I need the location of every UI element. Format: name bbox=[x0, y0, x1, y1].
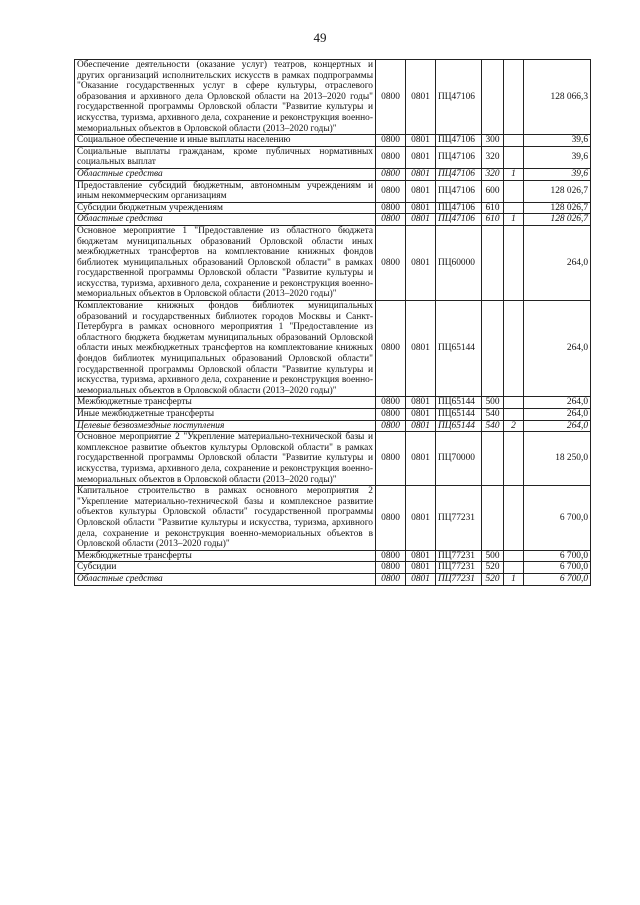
subsection-code-cell: 0801 bbox=[406, 562, 436, 574]
target-article-cell: ПЦ47106 bbox=[436, 214, 482, 226]
section-code-cell: 0800 bbox=[376, 225, 406, 300]
amount-cell: 6 700,0 bbox=[524, 550, 591, 562]
amount-cell: 18 250,0 bbox=[524, 432, 591, 486]
target-article-cell: ПЦ47106 bbox=[436, 202, 482, 214]
table-row bbox=[75, 60, 591, 135]
table-row bbox=[75, 135, 591, 147]
expense-type-cell: 500 bbox=[482, 397, 504, 409]
expense-type-cell: 540 bbox=[482, 409, 504, 421]
amount-cell: 6 700,0 bbox=[524, 486, 591, 551]
expense-type-cell: 320 bbox=[482, 146, 504, 168]
subsection-code-cell: 0801 bbox=[406, 146, 436, 168]
expense-type-cell bbox=[482, 225, 504, 300]
section-code-cell: 0800 bbox=[376, 180, 406, 202]
amount-cell: 128 026,7 bbox=[524, 214, 591, 226]
item-name-cell: Социальное обеспечение и иные выплаты населению bbox=[75, 135, 376, 147]
amount-cell: 264,0 bbox=[524, 301, 591, 397]
subsection-code-cell: 0801 bbox=[406, 60, 436, 135]
item-name-cell: Субсидии бюджетным учреждениям bbox=[75, 202, 376, 214]
table-row bbox=[75, 573, 591, 585]
target-article-cell: ПЦ65144 bbox=[436, 409, 482, 421]
section-code-cell: 0800 bbox=[376, 214, 406, 226]
expense-type-cell: 540 bbox=[482, 420, 504, 432]
funding-source-cell: 2 bbox=[504, 420, 524, 432]
section-code-cell: 0800 bbox=[376, 409, 406, 421]
funding-source-cell bbox=[504, 486, 524, 551]
table-row bbox=[75, 214, 591, 226]
item-name-cell: Капитальное строительство в рамках основного мероприятия 2 "Укрепление материально-технической базы и комплексное развитие объектов культуры Орловской области" государственной программы Орловской области "Развитие культуры и искусства, туризма, архивного дела, сохранение и реконструкция военно-мемориальных объектов в Орловской области (2013–2020 годы)" bbox=[75, 486, 376, 551]
target-article-cell: ПЦ65144 bbox=[436, 420, 482, 432]
section-code-cell: 0800 bbox=[376, 573, 406, 585]
subsection-code-cell: 0801 bbox=[406, 486, 436, 551]
subsection-code-cell: 0801 bbox=[406, 550, 436, 562]
funding-source-cell bbox=[504, 301, 524, 397]
table-row bbox=[75, 397, 591, 409]
expense-type-cell: 520 bbox=[482, 562, 504, 574]
expense-type-cell: 610 bbox=[482, 214, 504, 226]
section-code-cell: 0800 bbox=[376, 562, 406, 574]
section-code-cell: 0800 bbox=[376, 60, 406, 135]
subsection-code-cell: 0801 bbox=[406, 202, 436, 214]
target-article-cell: ПЦ47106 bbox=[436, 135, 482, 147]
amount-cell: 6 700,0 bbox=[524, 562, 591, 574]
subsection-code-cell: 0801 bbox=[406, 180, 436, 202]
item-name-cell: Обеспечение деятельности (оказание услуг) театров, концертных и других организаций исполнительских искусств в рамках подпрограммы "Оказание государственных услуг в сфере культуры, отраслевого образования и архивного дела Орловской области на 2013–2020 годы" государственной программы Орловской области "Развитие культуры и искусства, туризма, архивного дела, сохранение и реконструкция военно-мемориальных объектов в Орловской области (2013–2020 годы)" bbox=[75, 60, 376, 135]
table-row bbox=[75, 225, 591, 300]
amount-cell: 264,0 bbox=[524, 420, 591, 432]
expense-type-cell: 610 bbox=[482, 202, 504, 214]
target-article-cell: ПЦ47106 bbox=[436, 180, 482, 202]
table-row bbox=[75, 550, 591, 562]
target-article-cell: ПЦ47106 bbox=[436, 60, 482, 135]
funding-source-cell bbox=[504, 202, 524, 214]
target-article-cell: ПЦ70000 bbox=[436, 432, 482, 486]
funding-source-cell bbox=[504, 225, 524, 300]
target-article-cell: ПЦ77231 bbox=[436, 573, 482, 585]
item-name-cell: Межбюджетные трансферты bbox=[75, 550, 376, 562]
table-row bbox=[75, 562, 591, 574]
subsection-code-cell: 0801 bbox=[406, 409, 436, 421]
amount-cell: 128 026,7 bbox=[524, 180, 591, 202]
section-code-cell: 0800 bbox=[376, 202, 406, 214]
expense-type-cell bbox=[482, 432, 504, 486]
target-article-cell: ПЦ65144 bbox=[436, 301, 482, 397]
funding-source-cell bbox=[504, 397, 524, 409]
funding-source-cell bbox=[504, 146, 524, 168]
subsection-code-cell: 0801 bbox=[406, 225, 436, 300]
table-row bbox=[75, 168, 591, 180]
item-name-cell: Основное мероприятие 2 "Укрепление материально-технической базы и комплексное развитие объектов культуры Орловской области" в рамках государственной программы Орловской области "Развитие культуры и искусства, туризма, архивного дела, сохранение и реконструкция военно-мемориальных объектов в Орловской области (2013–2020 годы)" bbox=[75, 432, 376, 486]
subsection-code-cell: 0801 bbox=[406, 420, 436, 432]
table-row bbox=[75, 202, 591, 214]
amount-cell: 264,0 bbox=[524, 225, 591, 300]
target-article-cell: ПЦ60000 bbox=[436, 225, 482, 300]
item-name-cell: Целевые безвозмездные поступления bbox=[75, 420, 376, 432]
target-article-cell: ПЦ77231 bbox=[436, 562, 482, 574]
item-name-cell: Комплектование книжных фондов библиотек муниципальных образований и государственных библиотек городов Москвы и Санкт-Петербурга в рамках основного мероприятия 1 "Предоставление из областного бюджета бюджетам муниципальных образований Орловской области иных межбюджетных трансфертов на комплектование книжных фондов библиотек муниципальных образований Орловской области" государственной программы Орловской области "Развитие культуры и искусства, туризма, архивного дела, сохранение и реконструкция военно-мемориальных объектов в Орловской области (2013–2020 годы)" bbox=[75, 301, 376, 397]
funding-source-cell: 1 bbox=[504, 573, 524, 585]
table-row bbox=[75, 409, 591, 421]
expense-type-cell: 500 bbox=[482, 550, 504, 562]
table-row bbox=[75, 301, 591, 397]
expense-type-cell: 520 bbox=[482, 573, 504, 585]
section-code-cell: 0800 bbox=[376, 135, 406, 147]
subsection-code-cell: 0801 bbox=[406, 168, 436, 180]
target-article-cell: ПЦ77231 bbox=[436, 486, 482, 551]
section-code-cell: 0800 bbox=[376, 146, 406, 168]
amount-cell: 264,0 bbox=[524, 397, 591, 409]
item-name-cell: Субсидии bbox=[75, 562, 376, 574]
funding-source-cell: 1 bbox=[504, 168, 524, 180]
item-name-cell: Областные средства bbox=[75, 214, 376, 226]
amount-cell: 39,6 bbox=[524, 168, 591, 180]
amount-cell: 6 700,0 bbox=[524, 573, 591, 585]
subsection-code-cell: 0801 bbox=[406, 301, 436, 397]
amount-cell: 39,6 bbox=[524, 135, 591, 147]
section-code-cell: 0800 bbox=[376, 301, 406, 397]
target-article-cell: ПЦ47106 bbox=[436, 146, 482, 168]
funding-source-cell bbox=[504, 135, 524, 147]
amount-cell: 39,6 bbox=[524, 146, 591, 168]
item-name-cell: Предоставление субсидий бюджетным, автономным учреждениям и иным некоммерческим организациям bbox=[75, 180, 376, 202]
item-name-cell: Областные средства bbox=[75, 573, 376, 585]
subsection-code-cell: 0801 bbox=[406, 135, 436, 147]
subsection-code-cell: 0801 bbox=[406, 573, 436, 585]
subsection-code-cell: 0801 bbox=[406, 432, 436, 486]
item-name-cell: Областные средства bbox=[75, 168, 376, 180]
section-code-cell: 0800 bbox=[376, 397, 406, 409]
table-row bbox=[75, 432, 591, 486]
funding-source-cell bbox=[504, 180, 524, 202]
table-row bbox=[75, 180, 591, 202]
expense-type-cell bbox=[482, 60, 504, 135]
funding-source-cell bbox=[504, 60, 524, 135]
subsection-code-cell: 0801 bbox=[406, 397, 436, 409]
funding-source-cell: 1 bbox=[504, 214, 524, 226]
amount-cell: 128 066,3 bbox=[524, 60, 591, 135]
section-code-cell: 0800 bbox=[376, 420, 406, 432]
table-row bbox=[75, 420, 591, 432]
table-row bbox=[75, 486, 591, 551]
funding-source-cell bbox=[504, 562, 524, 574]
section-code-cell: 0800 bbox=[376, 486, 406, 551]
funding-source-cell bbox=[504, 409, 524, 421]
section-code-cell: 0800 bbox=[376, 168, 406, 180]
amount-cell: 264,0 bbox=[524, 409, 591, 421]
expense-type-cell: 320 bbox=[482, 168, 504, 180]
budget-table-body bbox=[75, 60, 591, 586]
expense-type-cell bbox=[482, 301, 504, 397]
item-name-cell: Основное мероприятие 1 "Предоставление из областного бюджета бюджетам муниципальных образований Орловской области иных межбюджетных трансфертов на комплектование книжных фондов библиотек муниципальных образований Орловской области" в рамках государственной программы Орловской области "Развитие культуры и искусства, туризма, архивного дела, сохранение и реконструкция военно-мемориальных объектов в Орловской области (2013–2020 годы)" bbox=[75, 225, 376, 300]
target-article-cell: ПЦ77231 bbox=[436, 550, 482, 562]
target-article-cell: ПЦ65144 bbox=[436, 397, 482, 409]
table-row bbox=[75, 146, 591, 168]
item-name-cell: Иные межбюджетные трансферты bbox=[75, 409, 376, 421]
budget-table bbox=[74, 59, 591, 586]
subsection-code-cell: 0801 bbox=[406, 214, 436, 226]
funding-source-cell bbox=[504, 550, 524, 562]
funding-source-cell bbox=[504, 432, 524, 486]
amount-cell: 128 026,7 bbox=[524, 202, 591, 214]
target-article-cell: ПЦ47106 bbox=[436, 168, 482, 180]
section-code-cell: 0800 bbox=[376, 432, 406, 486]
section-code-cell: 0800 bbox=[376, 550, 406, 562]
expense-type-cell: 600 bbox=[482, 180, 504, 202]
page-number: 49 bbox=[313, 30, 327, 45]
item-name-cell: Межбюджетные трансферты bbox=[75, 397, 376, 409]
expense-type-cell bbox=[482, 486, 504, 551]
expense-type-cell: 300 bbox=[482, 135, 504, 147]
item-name-cell: Социальные выплаты гражданам, кроме публичных нормативных социальных выплат bbox=[75, 146, 376, 168]
